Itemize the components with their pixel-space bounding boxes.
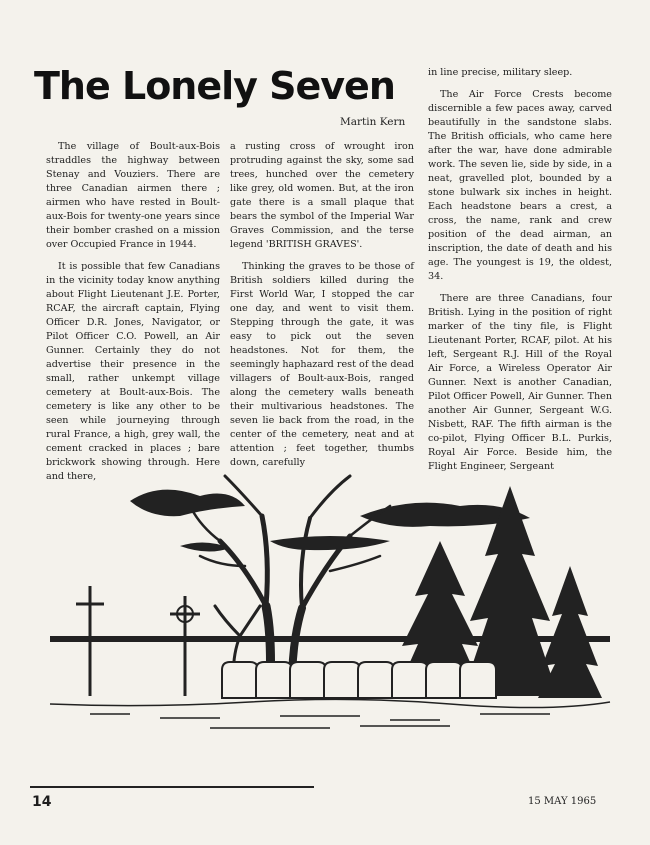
cloud-shape [270, 536, 390, 550]
text-column-2 [230, 140, 414, 478]
paragraph: It is possible that few Canadians in the vicinity today know anything about Flight Lieutenant J.E. Porter, RCAF, the aircraft captain, Flying Officer D.R. Jones, Navigator, or Pilot Officer C.O. Powell, an Air Gunner. Certainly they do not advertise their presence in the small, rather unkempt village cemetery at Boult-aux-Bois. The cemetery is like any other to be seen while journeying through rural France, a high, grey wall, the cement cracked in places ; bare brickwork showing through. Here and there, [46, 261, 220, 482]
paragraph: a rusting cross of wrought iron protruding against the sky, some sad trees, hunched over the cemetery like grey, old women. But, at the iron gate there is a small plaque that bears the symbol of the Imperial War Graves Commission, and the terse legend 'BRITISH GRAVES'. [230, 141, 414, 250]
paragraph: The Air Force Crests become discernible a few paces away, carved beautifully in the sandstone slabs. The British officials, who came here after the war, have done admirable work. The seven lie, side by side, in a neat, gravelled plot, bounded by a stone bulwark six inches in height. Each headstone bears a crest, a cross, the name, rank and crew position of the dead airman, an inscription, the date of death and his age. The youngest is 19, the oldest, 34. [428, 89, 612, 282]
page-number: 14 [32, 794, 52, 810]
article-title: The Lonely Seven [34, 64, 395, 108]
cloud-shape [130, 490, 245, 517]
paragraph: There are three Canadians, four British. Lying in the position of right marker of the tiny file, is Flight Lieutenant Porter, RCAF, pilot. At his left, Sergeant R.J. Hill of the Royal Air Force, a Wireless Operator Air Gunner. Next is another Canadian, Pilot Officer Powell, Air Gunner. Then another Air Gunner, Sergeant W.G. Nisbett, RAF. The fifth airman is the co-pilot, Flying Officer B.L. Purkis, Royal Air Force. Beside him, the Flight Engineer, Sergeant [428, 293, 612, 472]
issue-date: 15 MAY 1965 [528, 796, 597, 807]
footer-rule [30, 786, 314, 788]
headstones [222, 662, 496, 698]
ground-marks [50, 699, 610, 728]
cemetery-sketch-icon [30, 446, 620, 746]
paragraph: in line precise, military sleep. [428, 67, 573, 78]
text-column-1 [46, 140, 220, 492]
paragraph: Thinking the graves to be those of British soldiers killed during the First World War, I stopped the car one day, and went to visit them. Stepping through the gate, it was easy to pick out the seven headstones. Not for them, the seemingly haphazard rest of the dead villagers of Boult-aux-Bois, ranged along the cemetery walls beneath their multivarious headstones. The seven lie back from the road, in the center of the cemetery, neat and at attention ; feet together, thumbs down, carefully [230, 261, 414, 468]
article-author: Martin Kern [340, 116, 406, 128]
iron-cross [170, 596, 200, 696]
text-column-3 [428, 66, 612, 482]
paragraph: The village of Boult-aux-Bois straddles the highway between Stenay and Vouziers. There are three Canadian airmen there ; airmen who have rested in Boult-aux-Bois for twenty-one years since their bomber crashed on a mission over Occupied France in 1944. [46, 141, 220, 250]
cemetery-wall [50, 636, 610, 642]
